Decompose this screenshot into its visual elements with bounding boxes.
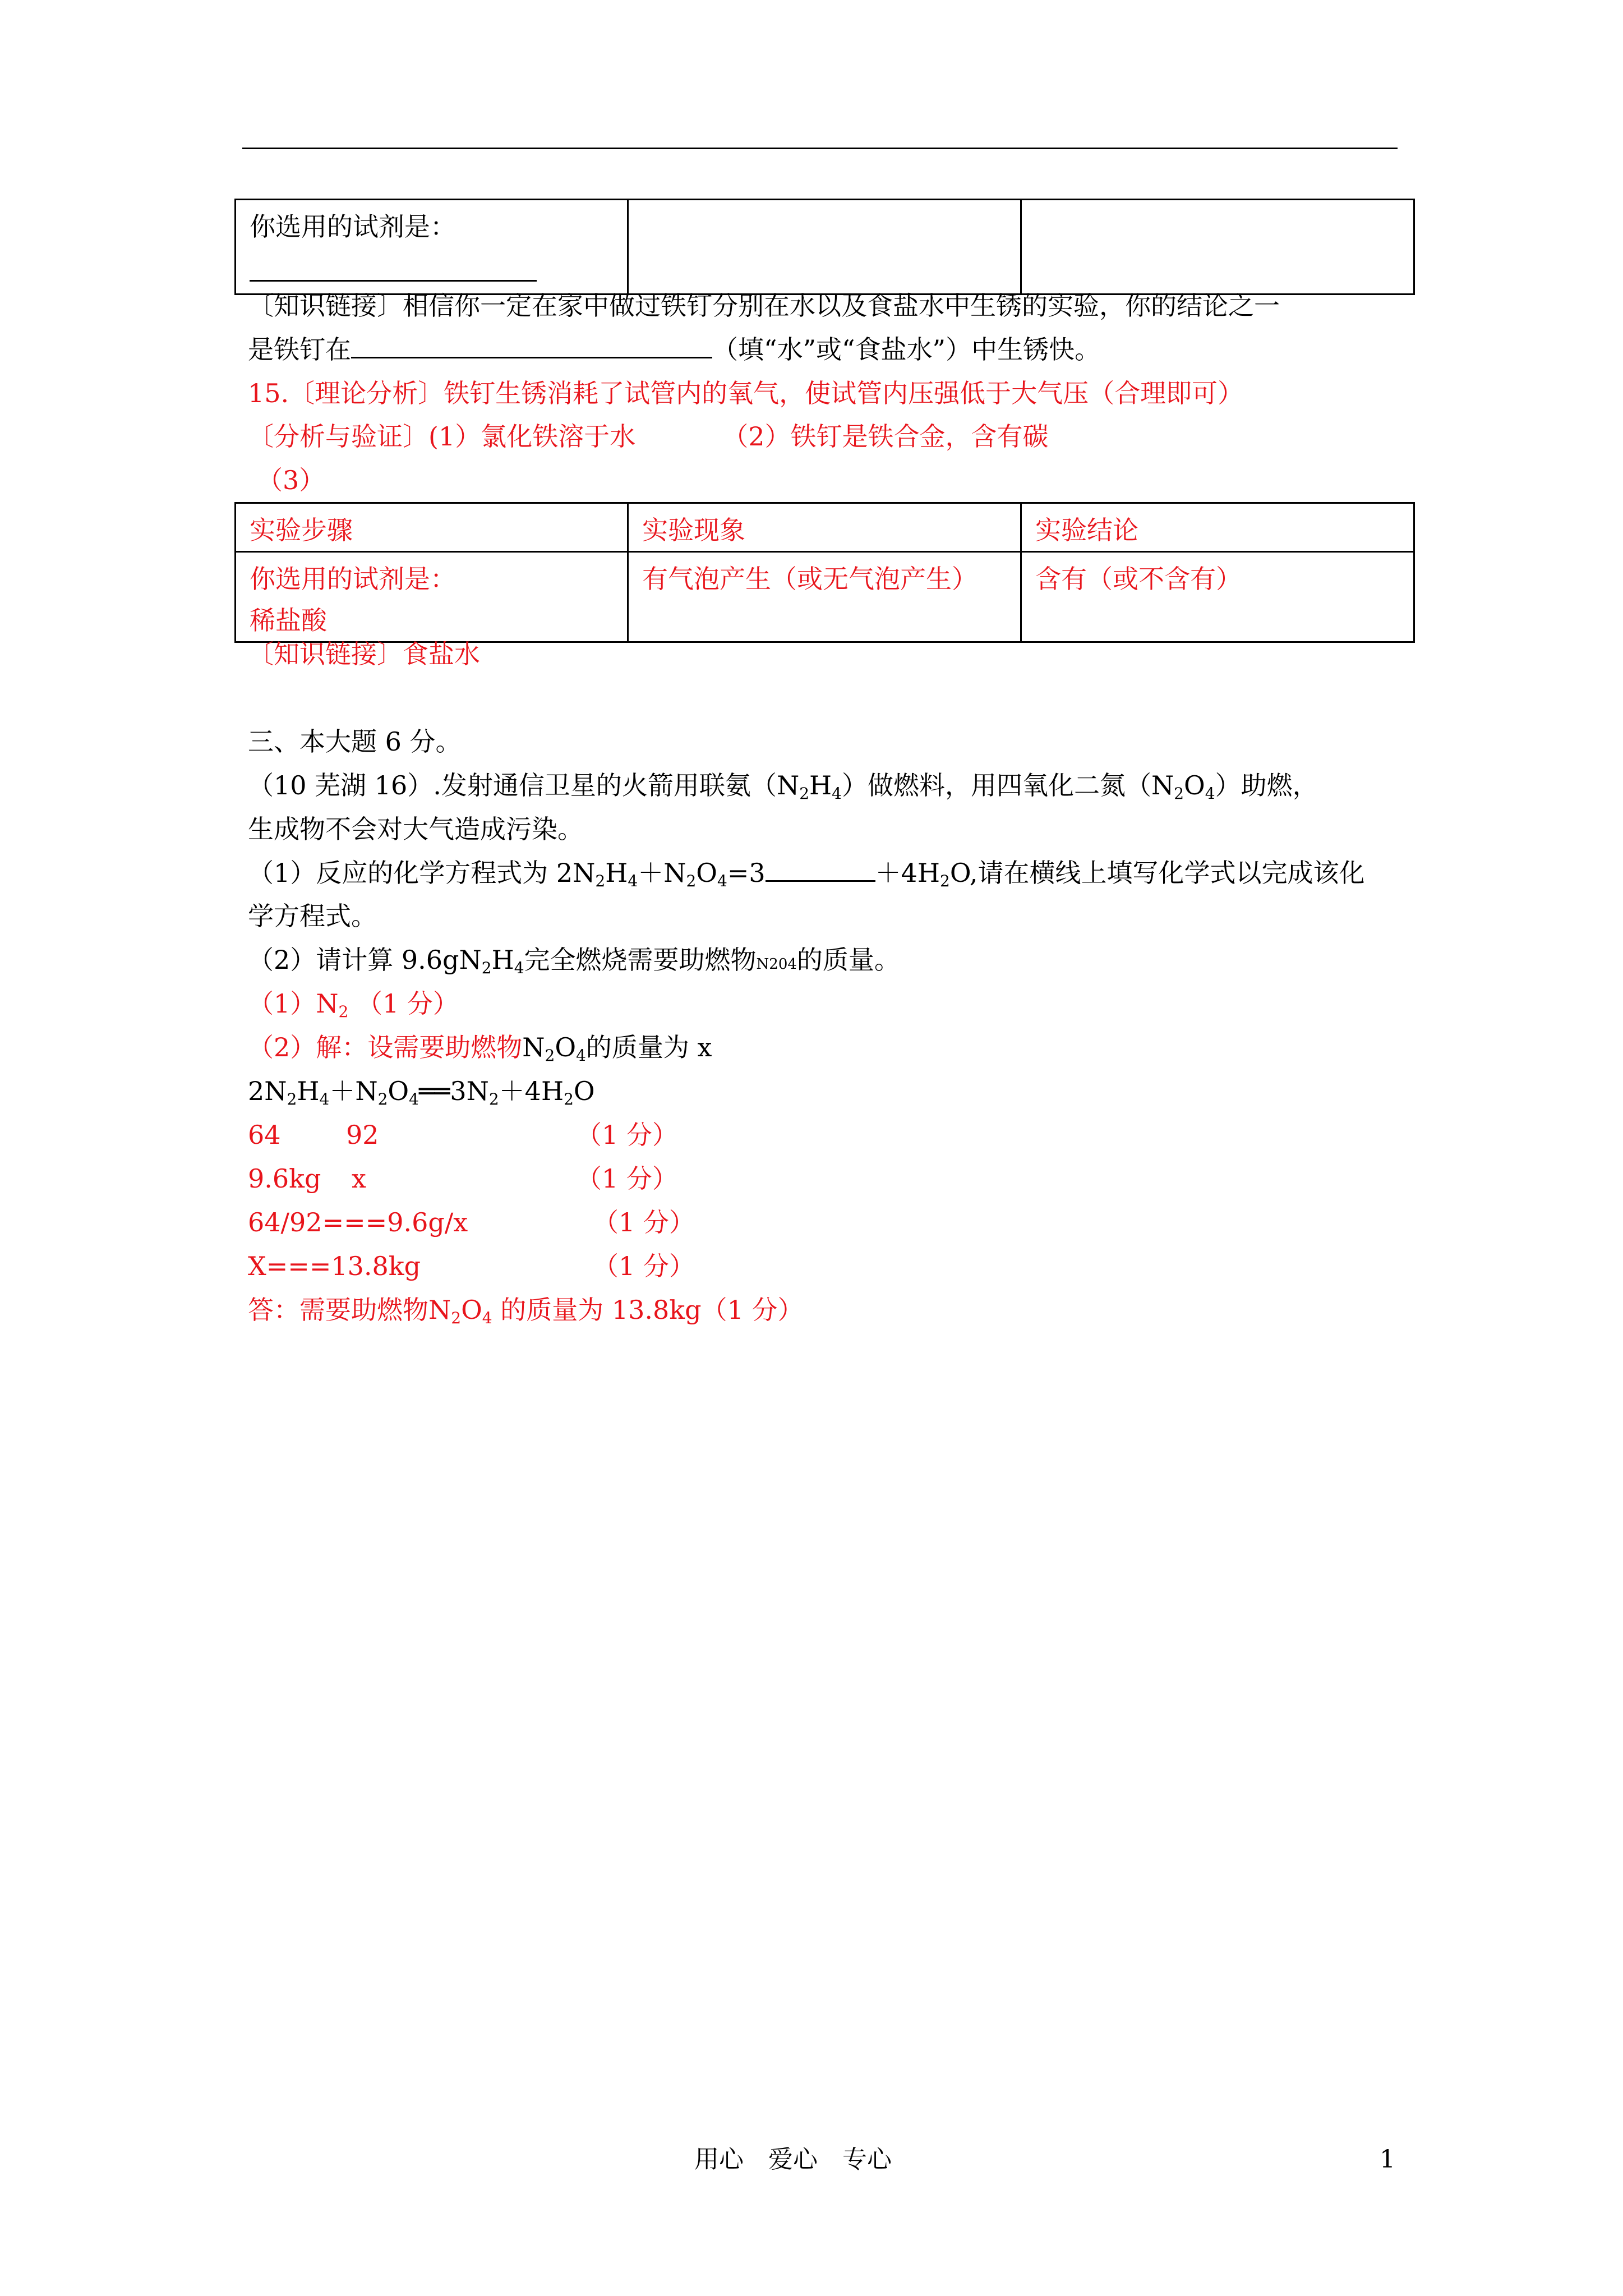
- answer-15-theory: 15.〔理论分析〕铁钉生锈消耗了试管内的氧气，使试管内压强低于大气压（合理即可）: [248, 378, 1244, 408]
- reagent-label: 你选用的试剂是：: [250, 211, 456, 242]
- answer-blank: [250, 279, 537, 282]
- table-header-row: [236, 503, 1414, 552]
- answer-table: [234, 502, 1415, 643]
- answer-16-part2: （2）解：设需要助燃物$N_2O_4$的质量为 x: [248, 1032, 712, 1065]
- question-16-part1: （1）反应的化学方程式为 $2N_2H_4+N_2O_4=3 +4H_2O$,请在横线上填写化学式以完成该化: [248, 858, 1365, 890]
- calc-line-1: 64 92 （1 分）: [248, 1120, 678, 1150]
- knowledge-link-line2: 是铁钉在 （填“水”或“食盐水”）中生锈快。: [248, 334, 1101, 365]
- answer-15-part3: （3）: [257, 465, 325, 495]
- table-cell: 含有（或不含有）: [1021, 552, 1414, 642]
- table-cell: [628, 200, 1021, 295]
- calc-line-4: X===13.8kg （1 分）: [248, 1251, 695, 1281]
- question-16-line1: （10 芜湖 16）.发射通信卫星的火箭用联氨$(N_2H_4)$做燃料，用四氧化二氮$(N_2O_4)$助燃，: [248, 770, 1318, 803]
- footer-motto: 用心 爱心 专心: [694, 2145, 892, 2174]
- table-header-cell: 实验结论: [1021, 503, 1414, 552]
- table-row: [236, 552, 1414, 642]
- calc-line-3: 64/92===9.6g/x （1 分）: [248, 1207, 695, 1237]
- question-16-line2: 生成物不会对大气造成污染。: [248, 814, 583, 844]
- header-rule: [242, 148, 1398, 149]
- answer-15-knowledge: 〔知识链接〕食盐水: [248, 639, 480, 669]
- knowledge-link-line1: 〔知识链接〕相信你一定在家中做过铁钉分别在水以及食盐水中生锈的实验，你的结论之一: [248, 291, 1280, 321]
- answer-16-part1: $(1)N_2$ （1 分）: [248, 988, 459, 1021]
- table-cell: [236, 200, 628, 295]
- top-table: [234, 199, 1415, 295]
- question-16-part2: （2）请计算 $9.6gN_2H_4$完全燃烧需要助燃物N204的质量。: [248, 945, 900, 977]
- table-cell: 有气泡产生（或无气泡产生）: [628, 552, 1021, 642]
- answer-blank: [351, 356, 712, 358]
- page-number: 1: [1380, 2145, 1395, 2174]
- section-three-title: 三、本大题 6 分。: [248, 726, 462, 757]
- answer-15-analysis: 〔分析与验证〕(1）氯化铁溶于水 （2）铁钉是铁合金，含有碳: [248, 421, 1049, 452]
- table-cell: 你选用的试剂是： 稀盐酸: [236, 552, 628, 642]
- table-header-cell: 实验步骤: [236, 503, 628, 552]
- calc-answer: 答：需要助燃物$N_2O_4$ 的质量为 13.8kg（1 分）: [248, 1295, 804, 1327]
- table-cell: [1021, 200, 1414, 295]
- reaction-equation: $2N_2H_4+N_2O_4══3N_2+4H_2O$: [248, 1076, 595, 1108]
- answer-blank: [766, 880, 875, 882]
- question-16-part1-cont: 学方程式。: [248, 901, 377, 931]
- table-row: [236, 200, 1414, 295]
- table-header-cell: 实验现象: [628, 503, 1021, 552]
- calc-line-2: 9.6kg x （1 分）: [248, 1163, 678, 1194]
